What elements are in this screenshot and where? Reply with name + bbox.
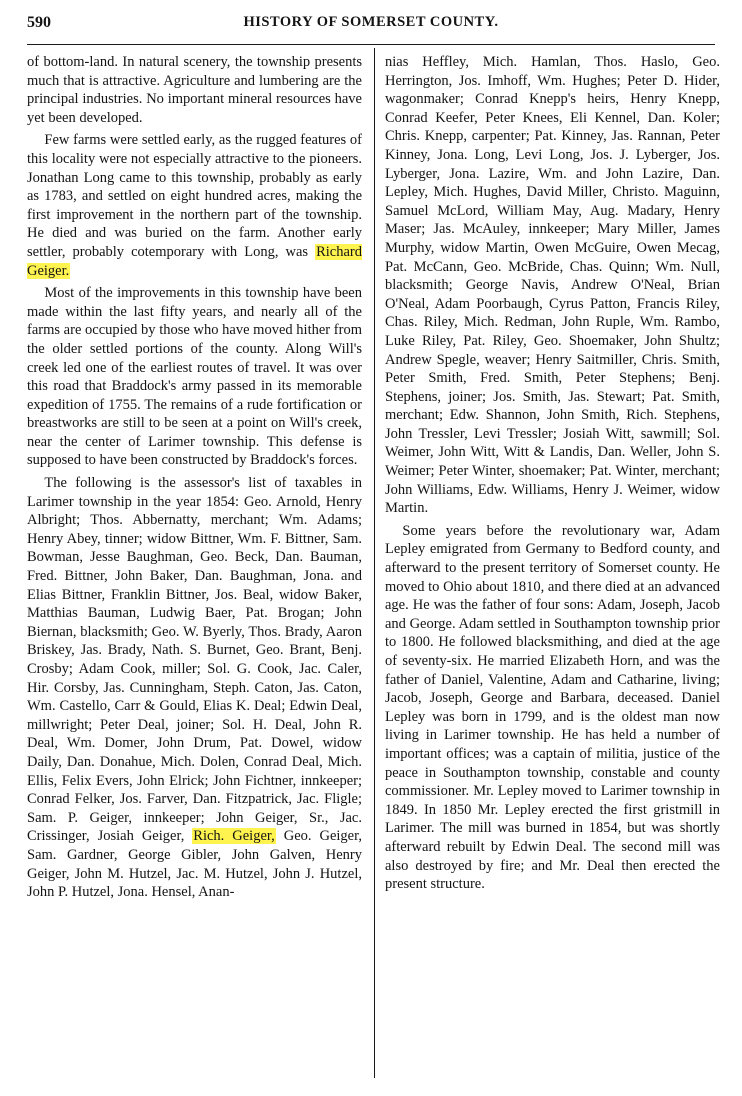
paragraph — [27, 53, 362, 127]
paragraph — [385, 53, 720, 518]
highlighted-name: Rich. Geiger, — [193, 828, 275, 845]
page-header — [27, 14, 715, 36]
paragraph — [27, 131, 362, 280]
left-column — [27, 53, 362, 906]
paragraph-text: Most of the improvements in this township have been made within the last fifty years, and nearly all of the farms are occupied by those who have moved hither from the older settled portions of the county. Along Will's creek led one of the earliest routes of travel. It was over this road that Braddock's army passed in its memorable expedition of 1755. The remains of a rude fortification or breastworks are still to be seen at a point on Will's creek, near the center of Larimer township. This defense is supposed to have been constructed by Braddock's forces. — [27, 285, 362, 469]
column-divider — [374, 48, 375, 1078]
paragraph-text: Some years before the revolutionary war, Adam Lepley emigrated from Germany to Bedford county, and afterward to the present territory of Somerset county. He moved to Ohio about 1810, and there died at an advanced age. He was the father of four sons: Adam, Joseph, Jacob and George. Adam settled in Southampton township prior to 1800. He followed blacksmithing, and died at the age of seventy-six. He married Elizabeth Horn, and was the father of Daniel, Valentine, Adam and Catharine, living; Jacob, Joseph, George and Barbara, deceased. Daniel Lepley was born in 1799, and is the oldest man now living in Larimer township. He has held a number of important offices; was a captain of militia, justice of the peace in Southampton township, constable and county commissioner. Mr. Lepley moved to Larimer township in 1849. In 1850 Mr. Lepley erected the first gristmill in Larimer. The mill was burned in 1854, but was shortly afterward rebuilt by Edwin Deal. The second mill was also destroyed by fire; and Mr. Deal then erected the present structure. — [385, 522, 720, 893]
paragraph-text: Few farms were settled early, as the rugged features of this locality were not especially attractive to the pioneers. Jonathan Long came to this township, probably as early as 1783, and settled on eight hundred acres, making the first improvement in the northern part of the township. He died and was buried on the farm. Another early settler, probably cotemporary with Long, was — [27, 132, 362, 260]
right-column — [385, 53, 720, 898]
page-number: 590 — [27, 14, 51, 31]
paragraph-text: of bottom-land. In natural scenery, the township presents much that is attractive. Agriculture and lumbering are the principal industries. No important mineral resources have yet been developed. — [27, 54, 362, 126]
paragraph — [27, 284, 362, 470]
paragraph — [27, 474, 362, 902]
paragraph-text: The following is the assessor's list of taxables in Larimer township in the year 1854: Geo. Arnold, Henry Albright; Thos. Abbernatty, merchant; Wm. Adams; Henry Abey, tinner; widow Bittner, Wm. F. Bittner, Sam. Bowman, Jesse Baughman, Geo. Beck, Dan. Bauman, Fred. Bittner, John Baker, Dan. Baughman, Jona. and Elias Bittner, Franklin Bittner, Jos. Beal, widow Baker, Matthias Bauman, Ludwig Baer, Pat. Brogan; John Biernan, blacksmith; Geo. W. Byerly, Thos. Brady, Aaron Briskey, Jas. Brady, Nath. S. Burnet, Geo. Brant, Benj. Crosby; Adam Cook, miller; Sol. G. Cook, Jac. Caler, Hir. Corsby, Jas. Cunningham, Steph. Caton, Jas. Caton, Wm. Castello, Carr & Gould, Elias K. Deal; Edwin Deal, millwright; Peter Deal, joiner; Sol. H. Deal, John R. Deal, Wm. Domer, John Drum, Pat. Dowel, widow Daily, Dan. Donahue, Mich. Dolen, Conrad Deal, Mich. Ellis, Felix Evers, John Elrick; John Fichtner, innkeeper; Conrad Felker, Jos. Farver, Dan. Fitzpatrick, Jac. Fligle; Sam. P. Geiger, innkeeper; John Geiger, Sr., Jac. Crissinger, Josiah Geiger, — [27, 475, 362, 845]
paragraph-text: nias Heffley, Mich. Hamlan, Thos. Haslo, Geo. Herrington, Jos. Imhoff, Wm. Hughes; Peter D. Hider, wagonmaker; Conrad Knepp's heirs, Henry Knepp, Conrad Keefer, Peter Knees, Eli Kennel, Dan. Koler; Chris. Knepp, carpenter; Pat. Kinney, Jas. Rannan, Peter Kinney, Jona. Long, Levi Long, Jos. J. Lyberger, Jos. Lyberger, Jona. Lazire, Wm. and John Lazire, Dan. Lepley, Mich. Hughes, David Miller, Christo. Maguinn, Samuel McLord, William May, Aug. Madary, Henry Maser; Jas. McAuley, innkeeper; Mary Miller, James Murphy, widow Martin, Owen McGuire, Owen Mecag, Pat. McCann, Geo. McBride, Chas. Quinn; Wm. Null, blacksmith; George Navis, Andrew O'Neal, Brian O'Neal, Adam Poorbaugh, Cyrus Patton, Francis Riley, Chas. Riley, Mich. Redman, John Ruple, Wm. Rambo, Luke Riley, Pat. Riley, Geo. Shoemaker, John Shultz; Andrew Spegle, weaver; Henry Saitmiller, Chris. Smith, Peter Smith, Fred. Smith, Peter Stephens; Benj. Stephens, joiner; Jos. Smith, Jas. Stewart; Pat. Smith, merchant; Edw. Shannon, John Smith, Rich. Stephens, John Tressler, Levi Tressler; Josiah Witt, sawmill; Sol. Weimer, John Witt, Witt & Landis, Dan. Weller, John S. Weimer; Peter Winter, shoemaker; Pat. Winter, merchant; John Williams, Edw. Williams, Henry J. Weimer, widow Martin. — [385, 54, 720, 517]
paragraph — [385, 522, 720, 894]
paragraph-text: Geo. Geiger, Sam. Gardner, George Gibler, John Galven, Henry Geiger, John M. Hutzel, Jac. M. Hutzel, John J. Hutzel, John P. Hutzel, Jona. Hensel, Anan- — [27, 828, 362, 901]
highlighted-name: Richard Geiger. — [27, 243, 362, 279]
header-rule — [27, 44, 715, 45]
running-title: HISTORY OF SOMERSET COUNTY. — [243, 14, 499, 30]
